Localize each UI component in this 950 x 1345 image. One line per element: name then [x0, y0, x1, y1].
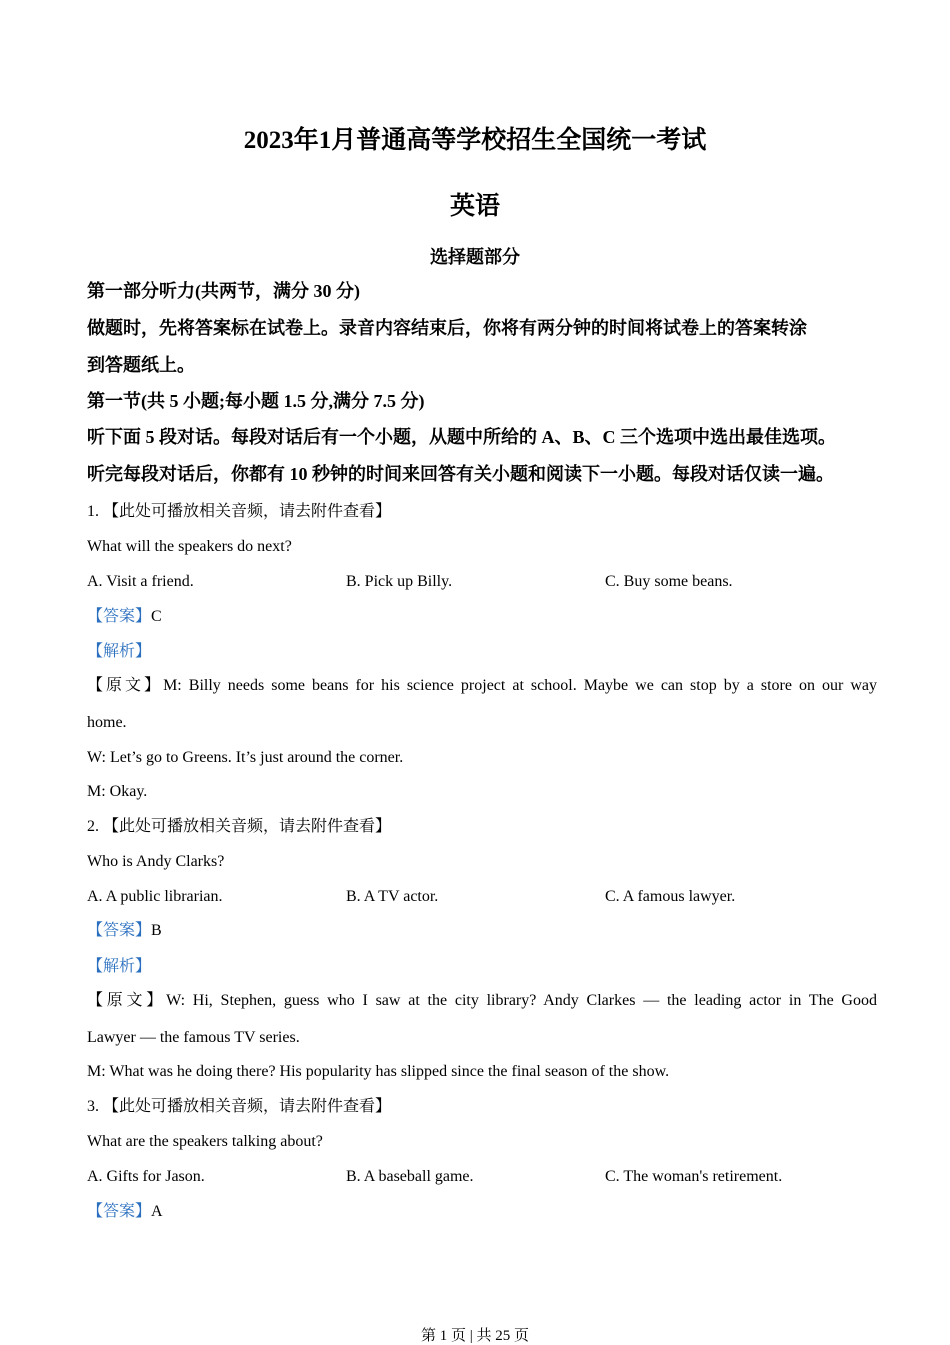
- audio-note: 2. 【此处可播放相关音频，请去附件查看】: [87, 818, 392, 835]
- option-c: C. Buy some beans.: [605, 573, 733, 590]
- transcript-line: Lawyer — the famous TV series.: [87, 1029, 300, 1046]
- answer-row: [87, 920, 877, 942]
- section1-text-line1: 听下面 5 段对话。每段对话后有一个小题，从题中所给的 A、B、C 三个选项中选出最佳选项。: [87, 427, 836, 447]
- transcript-line: M: What was he doing there? His popularity has slipped since the final season of the show.: [87, 1063, 670, 1080]
- option-a: A. Gifts for Jason.: [87, 1168, 205, 1185]
- answer-row: [87, 1201, 877, 1223]
- option-c: C. The woman's retirement.: [605, 1168, 783, 1185]
- transcript-line: [87, 675, 877, 697]
- transcript-line: [87, 990, 877, 1012]
- section1-title: 第一节(共 5 小题;每小题 1.5 分,满分 7.5 分): [87, 391, 425, 411]
- transcript-text: W: Hi, Stephen, guess who I saw at the city library? Andy Clarkes — the leading actor in The Good: [166, 992, 877, 1009]
- option-b: B. Pick up Billy.: [346, 573, 453, 590]
- transcript-text: M: Billy needs some beans for his science project at school. Maybe we can stop by a store on our way: [163, 677, 877, 694]
- part1-text-line2: 到答题纸上。: [87, 355, 195, 375]
- audio-note: 3. 【此处可播放相关音频，请去附件查看】: [87, 1098, 392, 1115]
- answer-row: [87, 606, 877, 628]
- exam-title: 2023年1月普通高等学校招生全国统一考试: [243, 127, 707, 154]
- option-c: C. A famous lawyer.: [605, 888, 736, 905]
- part1-text-line1: 做题时，先将答案标在试卷上。录音内容结束后，你将有两分钟的时间将试卷上的答案转涂: [87, 318, 807, 338]
- section-label: 选择题部分: [430, 247, 520, 267]
- transcript-line: home.: [87, 714, 127, 731]
- audio-note: 1. 【此处可播放相关音频，请去附件查看】: [87, 503, 392, 520]
- transcript-line: W: Let’s go to Greens. It’s just around the corner.: [87, 749, 404, 766]
- part1-title: 第一部分听力(共两节，满分 30 分): [87, 281, 360, 301]
- answer-value: B: [151, 922, 162, 939]
- option-a: A. Visit a friend.: [87, 573, 194, 590]
- answer-label: 【答案】: [87, 922, 152, 939]
- subject-title: 英语: [449, 193, 500, 220]
- transcript-label: 【原文】: [87, 677, 164, 694]
- question-text: Who is Andy Clarks?: [87, 853, 225, 870]
- analysis-label: 【解析】: [87, 643, 152, 660]
- answer-label: 【答案】: [87, 1203, 152, 1220]
- answer-value: C: [151, 608, 162, 625]
- answer-label: 【答案】: [87, 608, 152, 625]
- question-text: What will the speakers do next?: [87, 538, 292, 555]
- section1-text-line2: 听完每段对话后，你都有 10 秒钟的时间来回答有关小题和阅读下一小题。每段对话仅读一遍。: [87, 464, 834, 484]
- transcript-label: 【原文】: [87, 992, 167, 1009]
- page-footer: 第 1 页 | 共 25 页: [420, 1328, 529, 1344]
- answer-value: A: [151, 1203, 163, 1220]
- option-b: B. A TV actor.: [346, 888, 439, 905]
- transcript-line: M: Okay.: [87, 783, 148, 800]
- analysis-label: 【解析】: [87, 958, 152, 975]
- question-text: What are the speakers talking about?: [87, 1133, 323, 1150]
- option-a: A. A public librarian.: [87, 888, 223, 905]
- option-b: B. A baseball game.: [346, 1168, 474, 1185]
